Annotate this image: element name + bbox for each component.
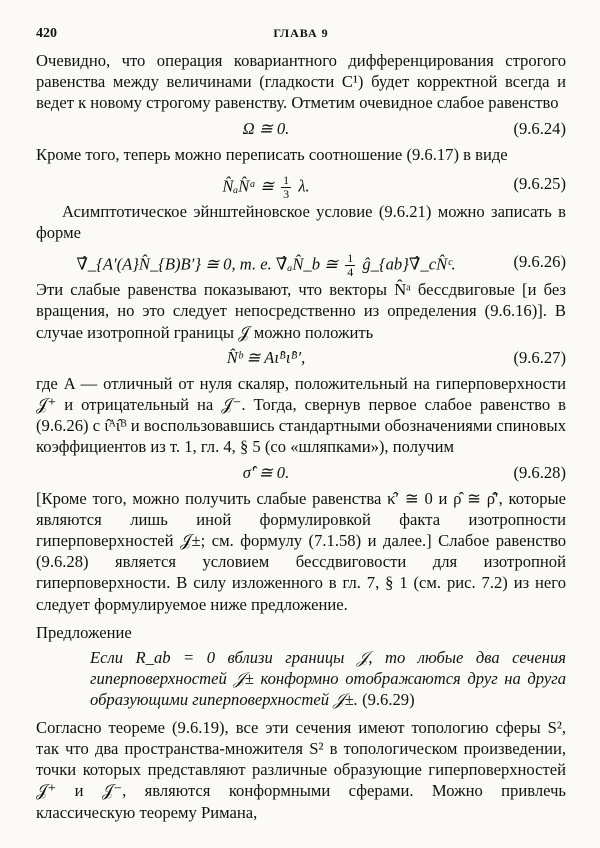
spacer bbox=[36, 710, 566, 717]
equation-9-6-25 bbox=[36, 165, 566, 201]
equation-number: (9.6.24) bbox=[513, 118, 566, 138]
equation-lhs: N̂ₐN̂ᵃ ≅ bbox=[222, 176, 274, 196]
fraction bbox=[345, 252, 355, 279]
proposition-text: Если R_ab = 0 вблизи границы 𝒥, то любые два сечения гиперповерхностей 𝒥± конформно отображаются друг на друга образующими гиперповерхностей 𝒥±. bbox=[90, 647, 566, 709]
paragraph-6: [Кроме того, можно получить слабые равенства κ̂′ ≅ 0 и ρ̂ ≅ ρ̂̄′, которые являются лишь иной формулировкой факта изотропности гиперповерхностей 𝒥±; см. формулу (7.1.58) и далее.] Слабое равенство (9.6.28) является условием бессдвиговости для изотропной гиперповерхности. В силу изложенного в гл. 7, § 1 (см. рис. 7.2) из него следует формулируемое ниже предложение. bbox=[36, 488, 566, 614]
equation-formula bbox=[36, 252, 496, 279]
equation-formula: σ̂′ ≅ 0. bbox=[242, 462, 290, 482]
fraction-numerator: 1 bbox=[283, 172, 290, 187]
equation-number: (9.6.27) bbox=[513, 347, 566, 367]
equation-9-6-28 bbox=[36, 458, 566, 488]
proposition-body bbox=[90, 647, 566, 710]
paragraph-4: Эти слабые равенства показывают, что векторы N̂ᵃ бессдвиговые [и без вращения, но это следует непосредственно из определения (9.6.16)]. В случае изотропной границы 𝒥 можно положить bbox=[36, 280, 566, 342]
equation-9-6-24 bbox=[36, 114, 566, 144]
equation-rhs: ĝ_{ab}∇̂_cN̂ᶜ. bbox=[362, 254, 456, 274]
paragraph-1: Очевидно, что операция ковариантного дифференцирования строгого равенства между величинами (гладкости C¹) будет корректной всегда и ведет к новому строгому равенству. Отметим очевидное слабое равенство bbox=[36, 51, 566, 113]
fraction-denominator: 4 bbox=[347, 265, 354, 280]
paragraph-2: Кроме того, теперь можно переписать соотношение (9.6.17) в виде bbox=[36, 144, 508, 164]
equation-lhs: ∇̂_{A′(A}N̂_{B)B′} ≅ 0, т. е. ∇̂ₐN̂_b ≅ bbox=[76, 254, 339, 274]
equation-formula: Ω ≅ 0. bbox=[242, 118, 290, 138]
paragraph-5: где A — отличный от нуля скаляр, положительный на гиперповерхности 𝒥⁺ и отрицательный на 𝒥⁻. Тогда, свернув первое слабое равенство в (9.6.26) с ι̂ᴬι̂ᴮ и воспользовавшись стандартными обозначениями спиновых коэффициентов из т. 1, гл. 4, § 5 (со «шляпками»), получим bbox=[36, 373, 566, 457]
paragraph-3: Асимптотическое эйнштейновское условие (9.6.21) можно записать в форме bbox=[36, 201, 566, 243]
equation-number: (9.6.26) bbox=[513, 252, 566, 272]
proposition-number: (9.6.29) bbox=[362, 689, 415, 709]
fraction-denominator: 3 bbox=[283, 186, 290, 201]
fraction bbox=[281, 174, 291, 201]
proposition-heading: Предложение bbox=[36, 622, 132, 642]
equation-formula: N̂ᵇ ≅ Aι̂ᴮι̂ᴮ′, bbox=[226, 347, 306, 367]
equation-number: (9.6.28) bbox=[513, 462, 566, 482]
equation-9-6-26 bbox=[36, 243, 566, 279]
equation-rhs: λ. bbox=[298, 176, 310, 196]
page-header bbox=[36, 24, 566, 50]
paragraph-7: Согласно теореме (9.6.19), все эти сечения имеют топологию сферы S², так что два пространства-множителя S² в топологическом произведении, точки которых представляют различные образующие гиперповерхностей 𝒥⁺ и 𝒥⁻, являются конформными сферами. Можно привлечь классическую теорему Римана, bbox=[36, 717, 566, 822]
page-number: 420 bbox=[36, 26, 57, 41]
equation-formula bbox=[36, 174, 496, 201]
fraction-numerator: 1 bbox=[347, 251, 354, 266]
chapter-title: ГЛАВА 9 bbox=[273, 26, 329, 40]
equation-number: (9.6.25) bbox=[513, 173, 566, 193]
equation-9-6-27 bbox=[36, 343, 566, 373]
